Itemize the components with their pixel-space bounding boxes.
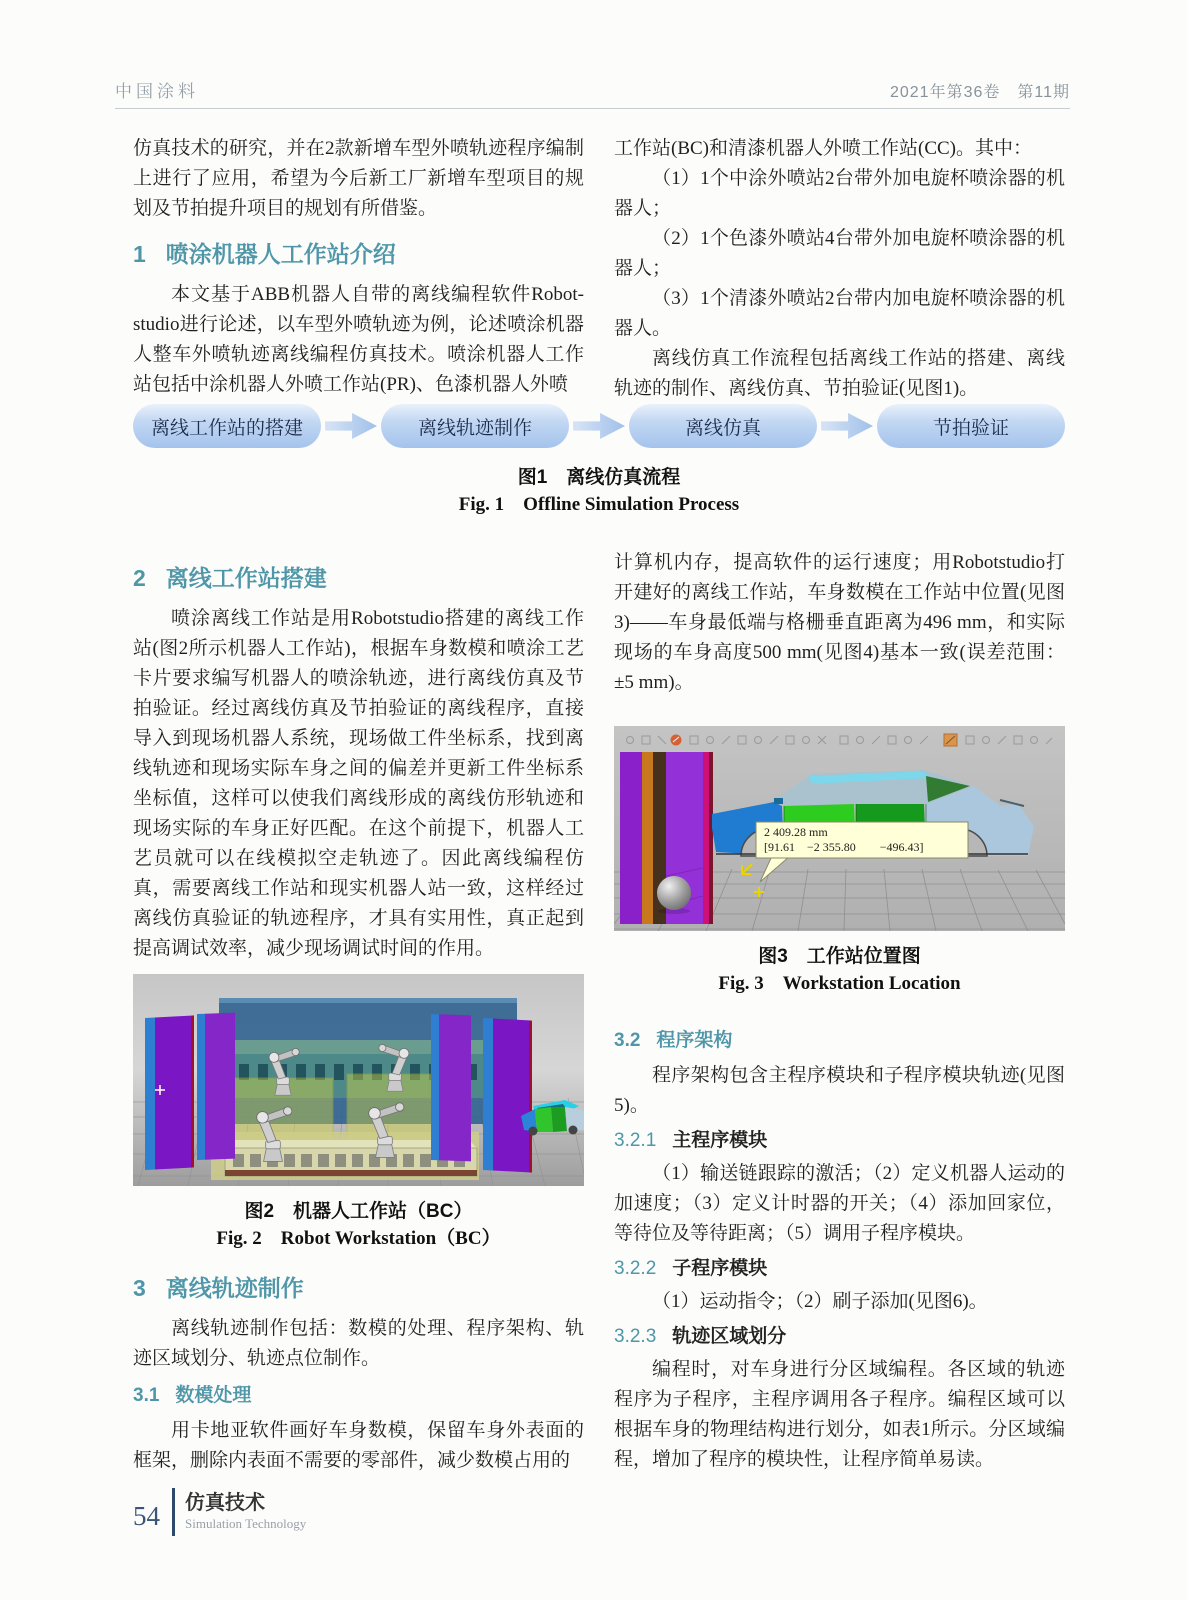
section-3-2-paragraph: 程序架构包含主程序模块和子程序模块轨迹(见图5)。 (614, 1065, 1065, 1116)
section-1-paragraph-2: 离线仿真工作流程包括离线工作站的搭建、离线轨迹的制作、离线仿真、节拍验证(见图1)。 (614, 348, 1065, 399)
journal-title: 中国涂料 (115, 82, 199, 101)
section-number: 3.2.3 (614, 1326, 657, 1347)
booth-pillar (431, 1014, 471, 1161)
section-3-heading (133, 1272, 584, 1304)
section-title: 轨迹区域划分 (672, 1326, 787, 1347)
section-3-1-paragraph: 用卡地亚软件画好车身数模，保留车身外表面的框架，删除内表面不需要的零部件，减少数模占用的 (133, 1420, 584, 1471)
booth-pillar (145, 1015, 194, 1170)
figure-1 (133, 404, 1065, 518)
flow-diagram (133, 404, 1065, 448)
column-name-zh: 仿真技术 (185, 1492, 265, 1514)
booth-top-edge (219, 998, 517, 1003)
workstation-location-render (614, 726, 1065, 931)
figure-1-caption-en: Fig. 1 Offline Simulation Process (458, 494, 740, 515)
flow-step-track-making: 离线轨迹制作 (381, 404, 569, 448)
page-footer (133, 1488, 306, 1536)
section-1-heading (133, 238, 584, 270)
section-3-2-3-heading (614, 1323, 1065, 1351)
page-number: 54 (133, 1500, 160, 1531)
section-title: 子程序模块 (672, 1258, 768, 1279)
section-number: 3.2.2 (614, 1258, 657, 1279)
section-number: 3.2 (614, 1030, 641, 1051)
figure-2-caption-zh: 图2 机器人工作站（BC） (244, 1201, 473, 1222)
tooltip-distance: 2 409.28 mm (764, 825, 828, 839)
section-2-continuation: 计算机内存，提高软件的运行速度；用Robotstudio打开建好的离线工作站，车身数模在工作站中位置(见图3)——车身最低端与格栅垂直距离为496 mm，和实际现场的车身高度500 mm(见图4)基本一致(误差范围：±5 mm)。 (614, 552, 1065, 693)
section-2-heading (133, 562, 584, 594)
figure-3 (614, 726, 1065, 997)
list-item: （1）1个中涂外喷站2台带外加电旋杯喷涂器的机器人； (614, 168, 1065, 219)
section-1-paragraph: 本文基于ABB机器人自带的离线编程软件Robot-studio进行论述，以车型外喷轨迹为例，论述喷涂机器人整车外喷轨迹离线编程仿真技术。喷涂机器人工作站包括中涂机器人外喷工作站(PR)、色漆机器人外喷 (133, 284, 584, 395)
issue-info: 2021年第36卷 第11期 (889, 84, 1070, 101)
arrow-right-icon (573, 413, 625, 439)
section-title: 程序架构 (656, 1030, 733, 1051)
section-3-2-heading (614, 1027, 1065, 1055)
flow-step-offline-simulation: 离线仿真 (629, 404, 817, 448)
section-title: 主程序模块 (672, 1130, 768, 1151)
list-item: （2）1个色漆外喷站4台带外加电旋杯喷涂器的机器人； (614, 228, 1065, 279)
figure-3-caption-zh: 图3 工作站位置图 (758, 946, 921, 967)
section-title: 离线轨迹制作 (165, 1275, 304, 1301)
section-number: 3 (133, 1275, 146, 1301)
section-number: 3.1 (133, 1385, 160, 1406)
figure-2 (133, 974, 584, 1252)
right-column-bottom (614, 548, 1065, 1475)
section-title: 数模处理 (175, 1385, 252, 1406)
section-number: 3.2.1 (614, 1130, 657, 1151)
section-3-2-1-heading (614, 1127, 1065, 1155)
figure-3-caption-en: Fig. 3 Workstation Location (718, 973, 961, 994)
arrow-right-icon (325, 413, 377, 439)
flow-step-workstation-setup: 离线工作站的搭建 (133, 404, 321, 448)
flow-step-cycle-verification: 节拍验证 (877, 404, 1065, 448)
arrow-right-icon (821, 413, 873, 439)
section-3-2-3-paragraph: 编程时，对车身进行分区域编程。各区域的轨迹程序为子程序，主程序调用各子程序。编程区域可以根据车身的物理结构进行划分，如表1所示。分区域编程，增加了程序的模块性，让程序简单易读。 (614, 1359, 1065, 1470)
section-number: 1 (133, 241, 146, 267)
column-name (185, 1491, 306, 1533)
figure-2-caption (133, 1198, 584, 1252)
section-title: 喷涂机器人工作站介绍 (165, 241, 396, 267)
section-title: 离线工作站搭建 (165, 565, 327, 591)
booth-pillar (483, 1018, 532, 1173)
tooltip-coordinates: [91.61 −2 355.80 −496.43] (764, 840, 924, 854)
section-2-paragraph: 喷涂离线工作站是用Robotstudio搭建的离线工作站(图2所示机器人工作站)，根据车身数模和喷涂工艺卡片要求编写机器人的喷涂轨迹，进行离线仿真及节拍验证。经过离线仿真及节拍验证的离线程序，直接导入到现场机器人系统，现场做工件坐标系，找到离线轨迹和现场实际车身之间的偏差并更新工件坐标系坐标值，这样可以使我们离线形成的离线仿形轨迹和现场实际的车身正好匹配。在这个前提下，机器人工艺员就可以在线模拟空走轨迹了。因此离线编程仿真，需要离线工作站和现实机器人站一致，这样经过离线仿真验证的轨迹程序，才具有实用性，真正起到提高调试效率，减少现场调试时间的作用。 (133, 608, 584, 959)
figure-2-caption-en: Fig. 2 Robot Workstation（BC） (216, 1228, 501, 1249)
booth-pillar (197, 1013, 235, 1160)
section-1-continuation: 工作站(BC)和清漆机器人外喷工作站(CC)。其中： (614, 138, 1033, 159)
footer-divider (172, 1488, 175, 1536)
figure-1-caption (133, 464, 1065, 518)
intro-paragraph: 仿真技术的研究，并在2款新增车型外喷轨迹程序编制上进行了应用，希望为今后新工厂新增车型项目的规划及节拍提升项目的规划有所借鉴。 (133, 138, 584, 219)
reference-sphere (657, 876, 691, 910)
page-header (115, 80, 1070, 109)
left-column-bottom (133, 548, 584, 1476)
right-column-top (614, 134, 1065, 404)
section-3-2-2-paragraph: （1）运动指令；（2）刷子添加(见图6)。 (652, 1291, 988, 1312)
section-3-paragraph: 离线轨迹制作包括：数模的处理、程序架构、轨迹区域划分、轨迹点位制作。 (133, 1318, 584, 1369)
figure-1-caption-zh: 图1 离线仿真流程 (517, 467, 681, 488)
robot-workstation-render (133, 974, 584, 1186)
left-column-top (133, 134, 584, 400)
column-name-en: Simulation Technology (185, 1516, 307, 1531)
section-3-1-heading (133, 1382, 584, 1410)
section-number: 2 (133, 565, 146, 591)
list-item: （3）1个清漆外喷站2台带内加电旋杯喷涂器的机器人。 (614, 288, 1065, 339)
section-3-2-1-paragraph: （1）输送链跟踪的激活；（2）定义机器人运动的加速度；（3）定义计时器的开关；（4）添加回家位，等待位及等待距离；（5）调用子程序模块。 (614, 1163, 1065, 1244)
figure-3-caption (614, 943, 1065, 997)
section-3-2-2-heading (614, 1255, 1065, 1283)
